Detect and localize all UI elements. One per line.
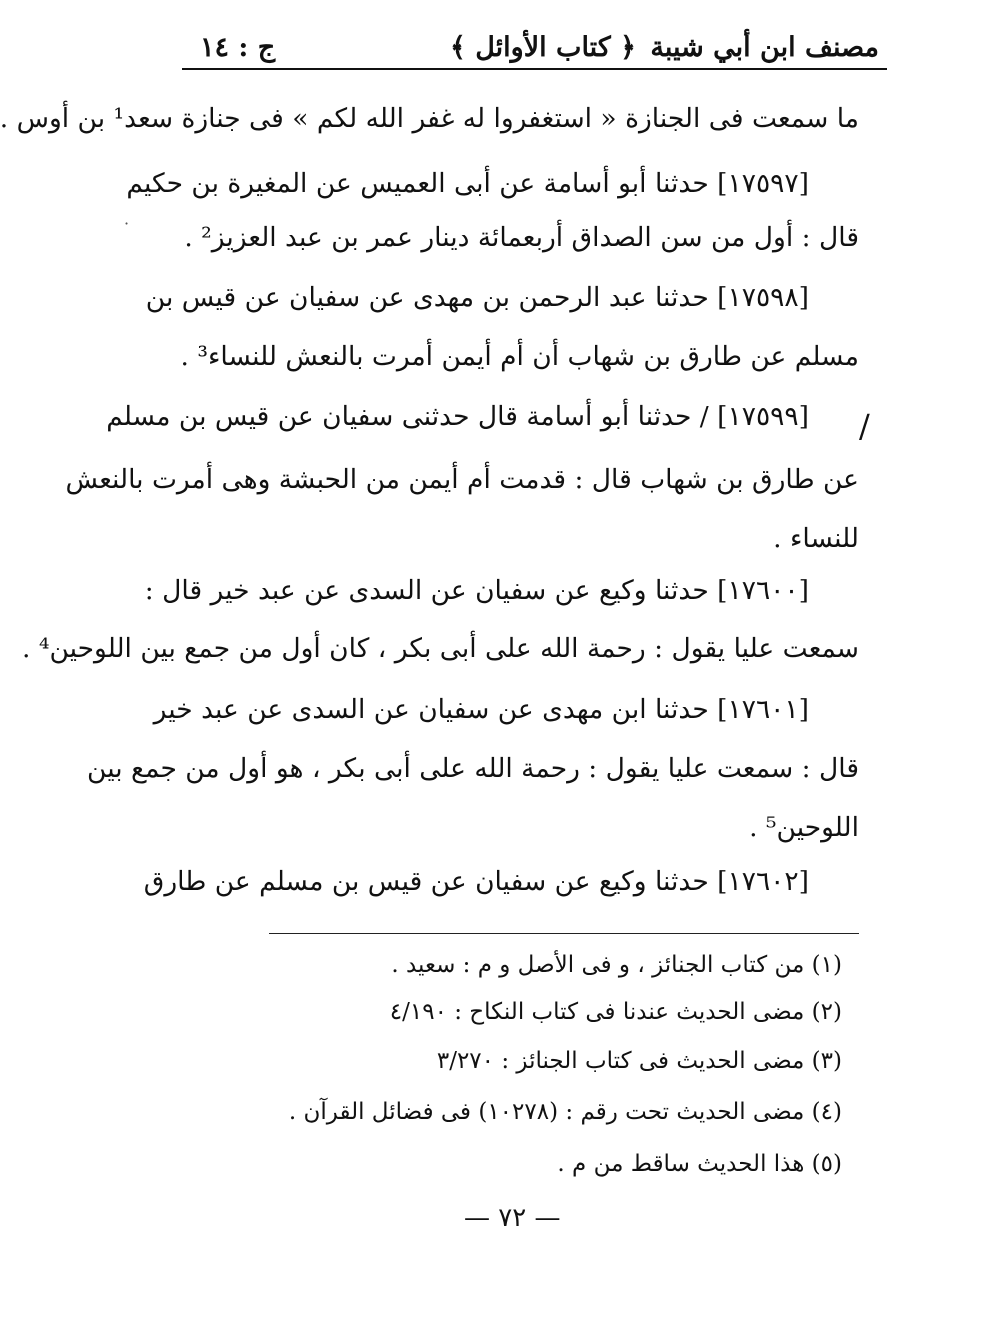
footnote: (٣) مضى الحديث فى كتاب الجنائز : ٣/٢٧٠ <box>436 1048 842 1074</box>
body-line: [١٧٥٩٩] / حدثنا أبو أسامة قال حدثنى سفيان عن قيس بن مسلم <box>106 401 809 432</box>
body-line: للنساء . <box>773 523 859 554</box>
footnote-rule <box>269 933 859 934</box>
footnote: (٥) هذا الحديث ساقط من م . <box>557 1151 842 1177</box>
body-line: ما سمعت فى الجنازة « استغفروا له غفر الله لكم » فى جنازة سعد¹ بن أوس . <box>0 103 859 134</box>
body-line: سمعت عليا يقول : رحمة الله على أبى بكر ، كان أول من جمع بين اللوحين⁴ . <box>21 633 859 664</box>
chapter-title: ﴿ كتاب الأوائل ﴾ <box>450 32 636 63</box>
book-title: مصنف ابن أبي شيبة <box>650 32 879 63</box>
body-line: [١٧٦٠١] حدثنا ابن مهدى عن سفيان عن السدى عن عبد خير <box>153 694 809 725</box>
volume-number: ج : ١٤ <box>200 32 276 63</box>
body-line: [١٧٦٠٢] حدثنا وكيع عن سفيان عن قيس بن مسلم عن طارق <box>143 866 809 897</box>
footnote: (٢) مضى الحديث عندنا فى كتاب النكاح : ٤/١٩٠ <box>389 999 842 1025</box>
body-line: [١٧٥٩٧] حدثنا أبو أسامة عن أبى العميس عن المغيرة بن حكيم <box>126 168 809 199</box>
footnote: (١) من كتاب الجنائز ، و فى الأصل و م : سعيد . <box>391 952 842 978</box>
header-rule <box>182 68 887 70</box>
body-line: اللوحين⁵ . <box>749 812 859 843</box>
body-line: مسلم عن طارق بن شهاب أن أم أيمن أمرت بالنعش للنساء³ . <box>180 341 859 372</box>
body-line: قال : أول من سن الصداق أربعمائة دينار عمر بن عبد العزيز² . <box>184 222 859 253</box>
body-line: عن طارق بن شهاب قال : قدمت أم أيمن من الحبشة وهى أمرت بالنعش <box>65 464 859 495</box>
margin-page-break-mark: / <box>859 407 870 445</box>
body-line: [١٧٦٠٠] حدثنا وكيع عن سفيان عن السدى عن عبد خير قال : <box>144 575 809 606</box>
body-line: [١٧٥٩٨] حدثنا عبد الرحمن بن مهدى عن سفيان عن قيس بن <box>145 282 809 313</box>
edge-speck: · <box>124 214 130 233</box>
footnote: (٤) مضى الحديث تحت رقم : (١٠٢٧٨) فى فضائل القرآن . <box>288 1099 842 1125</box>
page-number: — ٧٢ — <box>464 1203 561 1233</box>
body-line: قال : سمعت عليا يقول : رحمة الله على أبى بكر ، هو أول من جمع بين <box>87 753 859 784</box>
